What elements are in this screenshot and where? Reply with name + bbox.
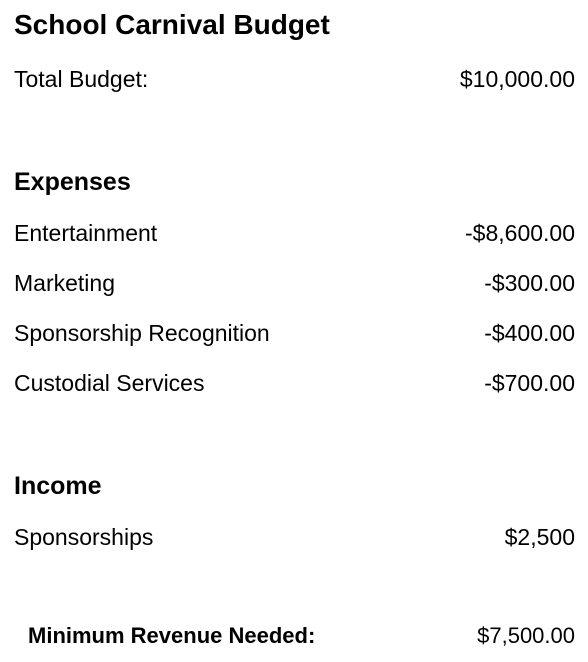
expense-row-entertainment bbox=[14, 218, 575, 248]
expense-label: Sponsorship Recognition bbox=[14, 320, 270, 346]
expense-value: -$700.00 bbox=[484, 370, 575, 396]
income-label: Sponsorships bbox=[14, 524, 154, 550]
budget-document bbox=[14, 0, 575, 662]
expense-label: Marketing bbox=[14, 270, 115, 296]
income-row-sponsorships bbox=[14, 522, 575, 552]
total-budget-value: $10,000.00 bbox=[459, 66, 575, 92]
expense-label: Custodial Services bbox=[14, 370, 205, 396]
income-value: $2,500 bbox=[504, 524, 575, 550]
expense-label: Entertainment bbox=[14, 220, 158, 246]
expense-row-sponsorship-recognition bbox=[14, 318, 575, 348]
income-heading: Income bbox=[14, 472, 102, 500]
minimum-revenue-value: $7,500.00 bbox=[477, 623, 575, 648]
expenses-heading: Expenses bbox=[14, 168, 131, 196]
expense-value: -$400.00 bbox=[484, 320, 575, 346]
total-budget-label: Total Budget: bbox=[14, 66, 149, 92]
minimum-revenue-row bbox=[28, 621, 575, 651]
expense-row-custodial-services bbox=[14, 368, 575, 398]
expense-value: -$8,600.00 bbox=[465, 220, 575, 246]
total-budget-row bbox=[14, 64, 575, 94]
page-title: School Carnival Budget bbox=[14, 9, 330, 40]
minimum-revenue-label: Minimum Revenue Needed: bbox=[28, 623, 316, 648]
expense-value: -$300.00 bbox=[484, 270, 575, 296]
expense-row-marketing bbox=[14, 268, 575, 298]
